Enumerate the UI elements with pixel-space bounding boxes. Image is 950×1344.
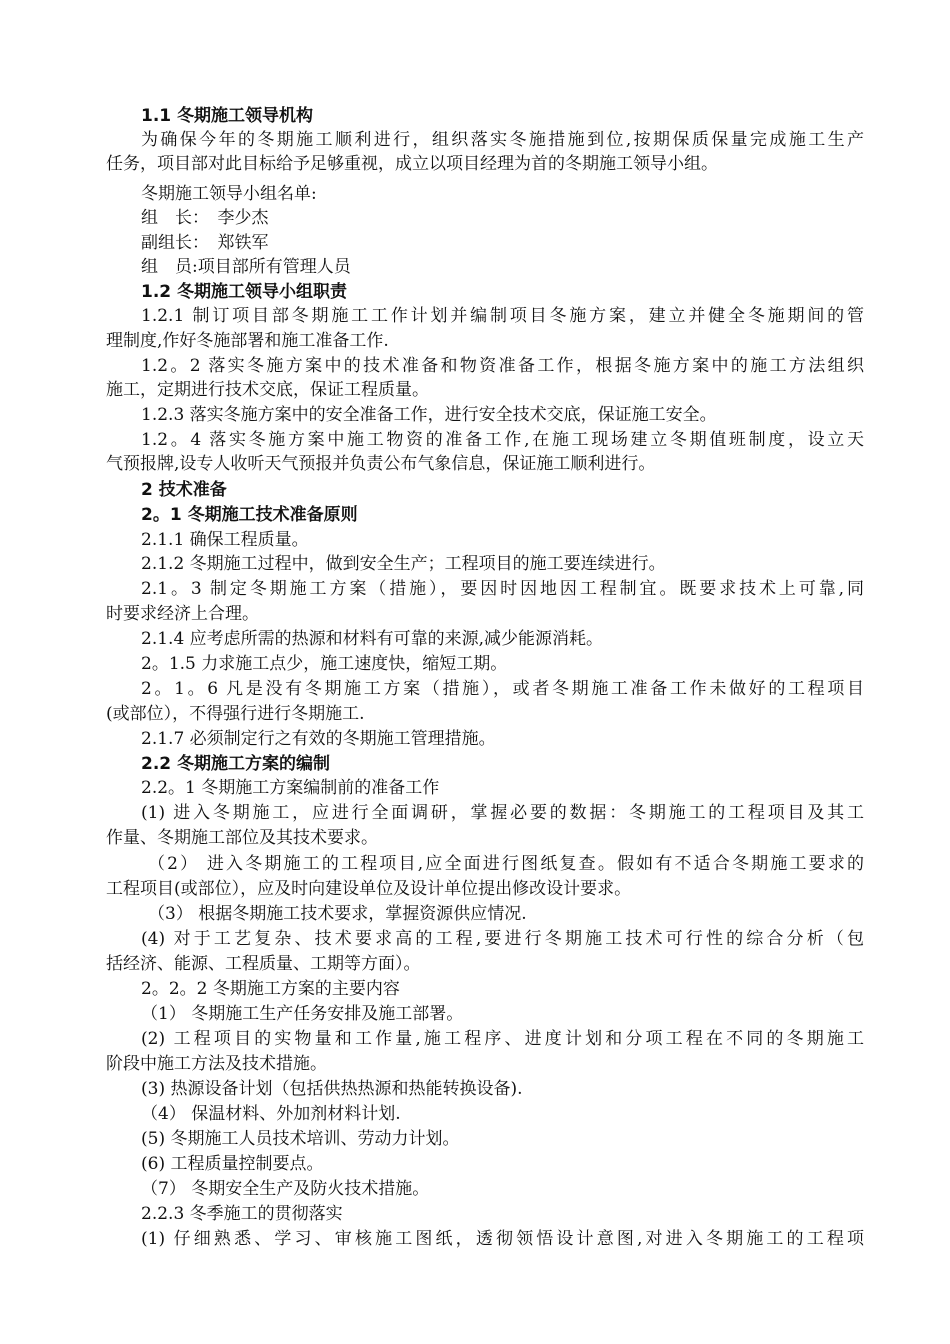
paragraph-line: 工程项目(或部位），应及时向建设单位及设计单位提出修改设计要求。	[106, 879, 632, 899]
section-heading: 2。1 冬期施工技术准备原则	[141, 505, 358, 525]
paragraph-line: （1） 冬期施工生产任务安排及施工部署。	[141, 1004, 464, 1024]
paragraph-line: (4) 对于工艺复杂、技术要求高的工程,要进行冬期施工技术可行性的综合分析（包	[141, 929, 864, 949]
paragraph-line: (2) 工程项目的实物量和工作量,施工程序、进度计划和分项工程在不同的冬期施工	[141, 1029, 864, 1049]
paragraph-line: 2。2。2 冬期施工方案的主要内容	[141, 979, 400, 999]
section-heading: 1.2 冬期施工领导小组职责	[141, 282, 348, 302]
paragraph-line: 气预报牌,设专人收听天气预报并负责公布气象信息，保证施工顺利进行。	[106, 454, 656, 474]
paragraph-line: （3） 根据冬期施工技术要求，掌握资源供应情况.	[148, 904, 527, 924]
paragraph-line: 1.2。4 落实冬施方案中施工物资的准备工作,在施工现场建立冬期值班制度，设立天	[141, 430, 864, 450]
paragraph-line: 1.2.1 制订项目部冬期施工工作计划并编制项目冬施方案，建立并健全冬施期间的管	[141, 306, 864, 326]
paragraph-line: 2.2.3 冬季施工的贯彻落实	[141, 1204, 343, 1224]
paragraph-line: 为确保今年的冬期施工顺利进行，组织落实冬施措施到位,按期保质保量完成施工生产	[141, 130, 864, 150]
section-heading: 2.2 冬期施工方案的编制	[141, 754, 331, 774]
paragraph-line: 作量、冬期施工部位及其技术要求。	[106, 828, 378, 848]
paragraph-line: 2。1。6 凡是没有冬期施工方案（措施），或者冬期施工准备工作未做好的工程项目	[141, 679, 864, 699]
vice-leader-line: 副组长： 郑铁军	[141, 233, 269, 253]
paragraph-line: (1) 仔细熟悉、学习、审核施工图纸，透彻领悟设计意图,对进入冬期施工的工程项	[141, 1229, 864, 1249]
paragraph-line: (或部位），不得强行进行冬期施工.	[106, 704, 365, 724]
section-heading: 2 技术准备	[141, 480, 227, 500]
paragraph-line: 2.1.1 确保工程质量。	[141, 530, 309, 550]
paragraph-line: 冬期施工领导小组名单:	[141, 184, 317, 204]
members-line: 组 员:项目部所有管理人员	[141, 257, 351, 277]
paragraph-line: 1.2.3 落实冬施方案中的安全准备工作，进行安全技术交底，保证施工安全。	[141, 405, 717, 425]
paragraph-line: 任务，项目部对此目标给予足够重视，成立以项目经理为首的冬期施工领导小组。	[106, 154, 718, 174]
paragraph-line: （4） 保温材料、外加剂材料计划.	[141, 1104, 401, 1124]
paragraph-line: （7） 冬期安全生产及防火技术措施。	[141, 1179, 430, 1199]
paragraph-line: (6) 工程质量控制要点。	[141, 1154, 324, 1174]
paragraph-line: 括经济、能源、工程质量、工期等方面）。	[106, 954, 421, 974]
paragraph-line: 2。1.5 力求施工点少，施工速度快，缩短工期。	[141, 654, 508, 674]
leader-line: 组 长： 李少杰	[141, 208, 269, 228]
paragraph-line: 理制度,作好冬施部署和施工准备工作.	[106, 331, 389, 351]
paragraph-line: 1.2。2 落实冬施方案中的技术准备和物资准备工作，根据冬施方案中的施工方法组织	[141, 356, 864, 376]
paragraph-line: 施工，定期进行技术交底，保证工程质量。	[106, 380, 429, 400]
paragraph-line: 阶段中施工方法及技术措施。	[106, 1054, 327, 1074]
paragraph-line: （2） 进入冬期施工的工程项目,应全面进行图纸复查。假如有不适合冬期施工要求的	[148, 854, 864, 874]
paragraph-line: 2.1。3 制定冬期施工方案（措施），要因时因地因工程制宜。既要求技术上可靠,同	[141, 579, 864, 599]
paragraph-line: (3) 热源设备计划（包括供热热源和热能转换设备).	[141, 1079, 523, 1099]
paragraph-line: 2.1.4 应考虑所需的热源和材料有可靠的来源,减少能源消耗。	[141, 629, 604, 649]
paragraph-line: 时要求经济上合理。	[106, 604, 259, 624]
paragraph-line: (5) 冬期施工人员技术培训、劳动力计划。	[141, 1129, 460, 1149]
paragraph-line: 2.1.7 必须制定行之有效的冬期施工管理措施。	[141, 729, 496, 749]
paragraph-line: 2.1.2 冬期施工过程中，做到安全生产；工程项目的施工要连续进行。	[141, 554, 666, 574]
section-heading: 1.1 冬期施工领导机构	[141, 106, 314, 126]
paragraph-line: (1) 进入冬期施工，应进行全面调研，掌握必要的数据：冬期施工的工程项目及其工	[141, 803, 864, 823]
paragraph-line: 2.2。1 冬期施工方案编制前的准备工作	[141, 778, 440, 798]
